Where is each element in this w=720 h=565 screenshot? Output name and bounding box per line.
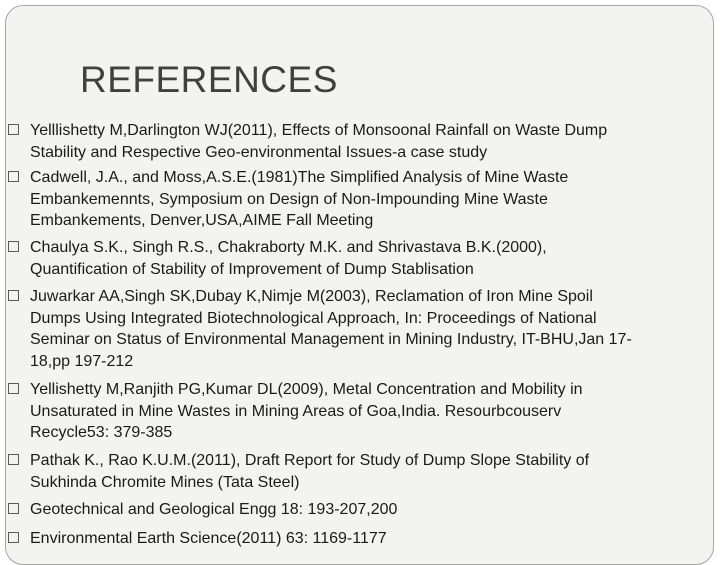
square-bullet-icon: [8, 383, 19, 394]
slide-title: REFERENCES: [80, 59, 338, 100]
reference-text-8: Environmental Earth Science(2011) 63: 1169-1177: [30, 530, 387, 547]
square-bullet-icon: [8, 171, 19, 182]
square-bullet-icon: [8, 290, 19, 301]
reference-text-4: Juwarkar AA,Singh SK,Dubay K,Nimje M(2003), Reclamation of Iron Mine Spoil Dumps Using Integrated Biotechnological Approach, In: Proceedings of National Seminar on Status of Environmental Management in Mining Industry, IT-BHU,Jan 17- 18,pp 197-212: [30, 288, 632, 370]
square-bullet-icon: [8, 503, 19, 514]
square-bullet-icon: [8, 124, 19, 135]
reference-text-3: Chaulya S.K., Singh R.S., Chakraborty M.K. and Shrivastava B.K.(2000), Quantification of Stability of Improvement of Dump Stablisation: [30, 239, 547, 278]
reference-text-5: Yellishetty M,Ranjith PG,Kumar DL(2009), Metal Concentration and Mobility in Unsaturated in Mine Wastes in Mining Areas of Goa,India. Resourbcouserv Recycle53: 379-385: [30, 381, 583, 441]
square-bullet-icon: [8, 532, 19, 543]
reference-text-2: Cadwell, J.A., and Moss,A.S.E.(1981)The Simplified Analysis of Mine Waste Embankemennts, Symposium on Design of Non-Impounding Mine Waste Embankements, Denver,USA,AIME Fall Meeting: [30, 169, 569, 229]
reference-text-6: Pathak K., Rao K.U.M.(2011), Draft Report for Study of Dump Slope Stability of Sukhinda Chromite Mines (Tata Steel): [30, 452, 590, 491]
reference-text-7: Geotechnical and Geological Engg 18: 193-207,200: [30, 501, 398, 518]
square-bullet-icon: [8, 454, 19, 465]
reference-text-1: Yelllishetty M,Darlington WJ(2011), Effects of Monsoonal Rainfall on Waste Dump Stability and Respective Geo-environmental Issues-a case study: [30, 122, 608, 161]
square-bullet-icon: [8, 241, 19, 252]
